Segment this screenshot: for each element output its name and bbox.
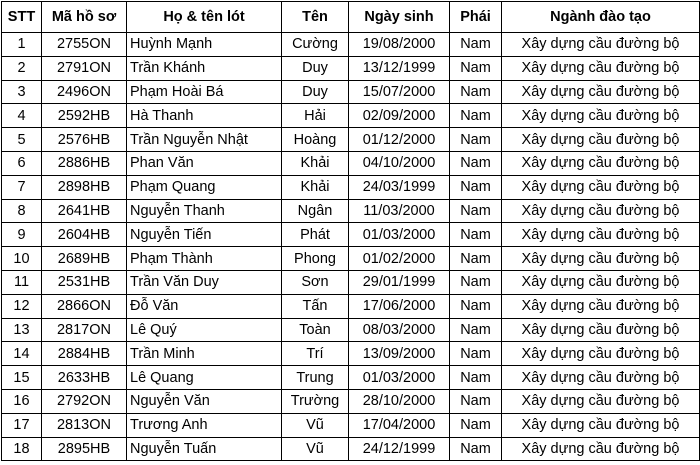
student-list-table (1, 1, 700, 461)
table-row (2, 80, 700, 104)
header-nganh-dao-tao: Ngành đào tạo (502, 2, 700, 33)
ho-ten-lot-cell: Phạm Hoài Bá (127, 80, 282, 104)
nganh-dao-tao-cell: Xây dựng cầu đường bộ (502, 366, 700, 390)
ngay-sinh-cell: 08/03/2000 (349, 318, 450, 342)
ngay-sinh-cell: 24/03/1999 (349, 175, 450, 199)
ho-ten-lot-cell: Hà Thanh (127, 104, 282, 128)
ngay-sinh-cell: 28/10/2000 (349, 389, 450, 413)
table-row (2, 223, 700, 247)
stt-cell: 18 (2, 437, 42, 461)
ho-ten-lot-cell: Trần Văn Duy (127, 270, 282, 294)
phai-cell: Nam (450, 151, 502, 175)
ma-ho-so-cell: 2866ON (42, 294, 127, 318)
phai-cell: Nam (450, 128, 502, 152)
ten-cell: Tấn (282, 294, 349, 318)
ten-cell: Trí (282, 342, 349, 366)
stt-cell: 9 (2, 223, 42, 247)
ngay-sinh-cell: 24/12/1999 (349, 437, 450, 461)
ten-cell: Duy (282, 80, 349, 104)
nganh-dao-tao-cell: Xây dựng cầu đường bộ (502, 175, 700, 199)
ten-cell: Ngân (282, 199, 349, 223)
nganh-dao-tao-cell: Xây dựng cầu đường bộ (502, 151, 700, 175)
ma-ho-so-cell: 2895HB (42, 437, 127, 461)
table-row (2, 413, 700, 437)
ma-ho-so-cell: 2633HB (42, 366, 127, 390)
ma-ho-so-cell: 2689HB (42, 247, 127, 271)
ngay-sinh-cell: 19/08/2000 (349, 33, 450, 57)
phai-cell: Nam (450, 199, 502, 223)
ten-cell: Vũ (282, 413, 349, 437)
phai-cell: Nam (450, 342, 502, 366)
ho-ten-lot-cell: Nguyễn Thanh (127, 199, 282, 223)
table-body (2, 33, 700, 461)
ten-cell: Vũ (282, 437, 349, 461)
nganh-dao-tao-cell: Xây dựng cầu đường bộ (502, 104, 700, 128)
ho-ten-lot-cell: Trần Minh (127, 342, 282, 366)
table-row (2, 318, 700, 342)
phai-cell: Nam (450, 80, 502, 104)
ngay-sinh-cell: 11/03/2000 (349, 199, 450, 223)
ngay-sinh-cell: 04/10/2000 (349, 151, 450, 175)
stt-cell: 11 (2, 270, 42, 294)
stt-cell: 5 (2, 128, 42, 152)
stt-cell: 1 (2, 33, 42, 57)
ngay-sinh-cell: 13/12/1999 (349, 56, 450, 80)
phai-cell: Nam (450, 247, 502, 271)
nganh-dao-tao-cell: Xây dựng cầu đường bộ (502, 33, 700, 57)
nganh-dao-tao-cell: Xây dựng cầu đường bộ (502, 247, 700, 271)
ten-cell: Trung (282, 366, 349, 390)
header-ma-ho-so: Mã hồ sơ (42, 2, 127, 33)
phai-cell: Nam (450, 413, 502, 437)
ten-cell: Cường (282, 33, 349, 57)
phai-cell: Nam (450, 33, 502, 57)
ngay-sinh-cell: 01/12/2000 (349, 128, 450, 152)
nganh-dao-tao-cell: Xây dựng cầu đường bộ (502, 128, 700, 152)
ma-ho-so-cell: 2813ON (42, 413, 127, 437)
phai-cell: Nam (450, 223, 502, 247)
header-row (2, 2, 700, 33)
table-row (2, 33, 700, 57)
stt-cell: 14 (2, 342, 42, 366)
stt-cell: 8 (2, 199, 42, 223)
nganh-dao-tao-cell: Xây dựng cầu đường bộ (502, 413, 700, 437)
table-row (2, 294, 700, 318)
ngay-sinh-cell: 13/09/2000 (349, 342, 450, 366)
ngay-sinh-cell: 01/02/2000 (349, 247, 450, 271)
table-header (2, 2, 700, 33)
phai-cell: Nam (450, 318, 502, 342)
header-ho-ten-lot: Họ & tên lót (127, 2, 282, 33)
ngay-sinh-cell: 29/01/1999 (349, 270, 450, 294)
ngay-sinh-cell: 01/03/2000 (349, 223, 450, 247)
ma-ho-so-cell: 2792ON (42, 389, 127, 413)
stt-cell: 10 (2, 247, 42, 271)
phai-cell: Nam (450, 437, 502, 461)
ngay-sinh-cell: 17/04/2000 (349, 413, 450, 437)
ma-ho-so-cell: 2898HB (42, 175, 127, 199)
ten-cell: Khải (282, 151, 349, 175)
ho-ten-lot-cell: Nguyễn Tuấn (127, 437, 282, 461)
ten-cell: Trường (282, 389, 349, 413)
nganh-dao-tao-cell: Xây dựng cầu đường bộ (502, 437, 700, 461)
nganh-dao-tao-cell: Xây dựng cầu đường bộ (502, 294, 700, 318)
table-row (2, 366, 700, 390)
ten-cell: Hoàng (282, 128, 349, 152)
ho-ten-lot-cell: Nguyễn Văn (127, 389, 282, 413)
nganh-dao-tao-cell: Xây dựng cầu đường bộ (502, 199, 700, 223)
nganh-dao-tao-cell: Xây dựng cầu đường bộ (502, 342, 700, 366)
ho-ten-lot-cell: Lê Quang (127, 366, 282, 390)
table-row (2, 342, 700, 366)
nganh-dao-tao-cell: Xây dựng cầu đường bộ (502, 270, 700, 294)
phai-cell: Nam (450, 175, 502, 199)
ho-ten-lot-cell: Huỳnh Mạnh (127, 33, 282, 57)
phai-cell: Nam (450, 56, 502, 80)
nganh-dao-tao-cell: Xây dựng cầu đường bộ (502, 56, 700, 80)
table-row (2, 104, 700, 128)
table-row (2, 247, 700, 271)
ho-ten-lot-cell: Phạm Thành (127, 247, 282, 271)
stt-cell: 12 (2, 294, 42, 318)
ten-cell: Hải (282, 104, 349, 128)
table-row (2, 151, 700, 175)
ma-ho-so-cell: 2817ON (42, 318, 127, 342)
phai-cell: Nam (450, 389, 502, 413)
ho-ten-lot-cell: Phạm Quang (127, 175, 282, 199)
table-row (2, 389, 700, 413)
ma-ho-so-cell: 2641HB (42, 199, 127, 223)
ngay-sinh-cell: 17/06/2000 (349, 294, 450, 318)
phai-cell: Nam (450, 270, 502, 294)
table-row (2, 270, 700, 294)
ho-ten-lot-cell: Phan Văn (127, 151, 282, 175)
ho-ten-lot-cell: Lê Quý (127, 318, 282, 342)
table-row (2, 199, 700, 223)
stt-cell: 6 (2, 151, 42, 175)
ten-cell: Khải (282, 175, 349, 199)
ten-cell: Duy (282, 56, 349, 80)
ten-cell: Sơn (282, 270, 349, 294)
ho-ten-lot-cell: Trương Anh (127, 413, 282, 437)
ho-ten-lot-cell: Đỗ Văn (127, 294, 282, 318)
stt-cell: 15 (2, 366, 42, 390)
phai-cell: Nam (450, 294, 502, 318)
ma-ho-so-cell: 2791ON (42, 56, 127, 80)
nganh-dao-tao-cell: Xây dựng cầu đường bộ (502, 223, 700, 247)
nganh-dao-tao-cell: Xây dựng cầu đường bộ (502, 318, 700, 342)
ngay-sinh-cell: 15/07/2000 (349, 80, 450, 104)
ten-cell: Phong (282, 247, 349, 271)
ma-ho-so-cell: 2884HB (42, 342, 127, 366)
ngay-sinh-cell: 01/03/2000 (349, 366, 450, 390)
stt-cell: 17 (2, 413, 42, 437)
ma-ho-so-cell: 2496ON (42, 80, 127, 104)
header-ngay-sinh: Ngày sinh (349, 2, 450, 33)
ho-ten-lot-cell: Nguyễn Tiến (127, 223, 282, 247)
phai-cell: Nam (450, 366, 502, 390)
stt-cell: 4 (2, 104, 42, 128)
phai-cell: Nam (450, 104, 502, 128)
header-phai: Phái (450, 2, 502, 33)
table-row (2, 56, 700, 80)
nganh-dao-tao-cell: Xây dựng cầu đường bộ (502, 80, 700, 104)
stt-cell: 3 (2, 80, 42, 104)
stt-cell: 16 (2, 389, 42, 413)
header-ten: Tên (282, 2, 349, 33)
table-row (2, 437, 700, 461)
ma-ho-so-cell: 2531HB (42, 270, 127, 294)
ma-ho-so-cell: 2576HB (42, 128, 127, 152)
ho-ten-lot-cell: Trần Khánh (127, 56, 282, 80)
table-row (2, 175, 700, 199)
table-row (2, 128, 700, 152)
ma-ho-so-cell: 2604HB (42, 223, 127, 247)
nganh-dao-tao-cell: Xây dựng cầu đường bộ (502, 389, 700, 413)
stt-cell: 2 (2, 56, 42, 80)
ma-ho-so-cell: 2755ON (42, 33, 127, 57)
ma-ho-so-cell: 2886HB (42, 151, 127, 175)
ho-ten-lot-cell: Trần Nguyễn Nhật (127, 128, 282, 152)
ten-cell: Phát (282, 223, 349, 247)
ten-cell: Toàn (282, 318, 349, 342)
header-stt: STT (2, 2, 42, 33)
stt-cell: 13 (2, 318, 42, 342)
stt-cell: 7 (2, 175, 42, 199)
ngay-sinh-cell: 02/09/2000 (349, 104, 450, 128)
ma-ho-so-cell: 2592HB (42, 104, 127, 128)
